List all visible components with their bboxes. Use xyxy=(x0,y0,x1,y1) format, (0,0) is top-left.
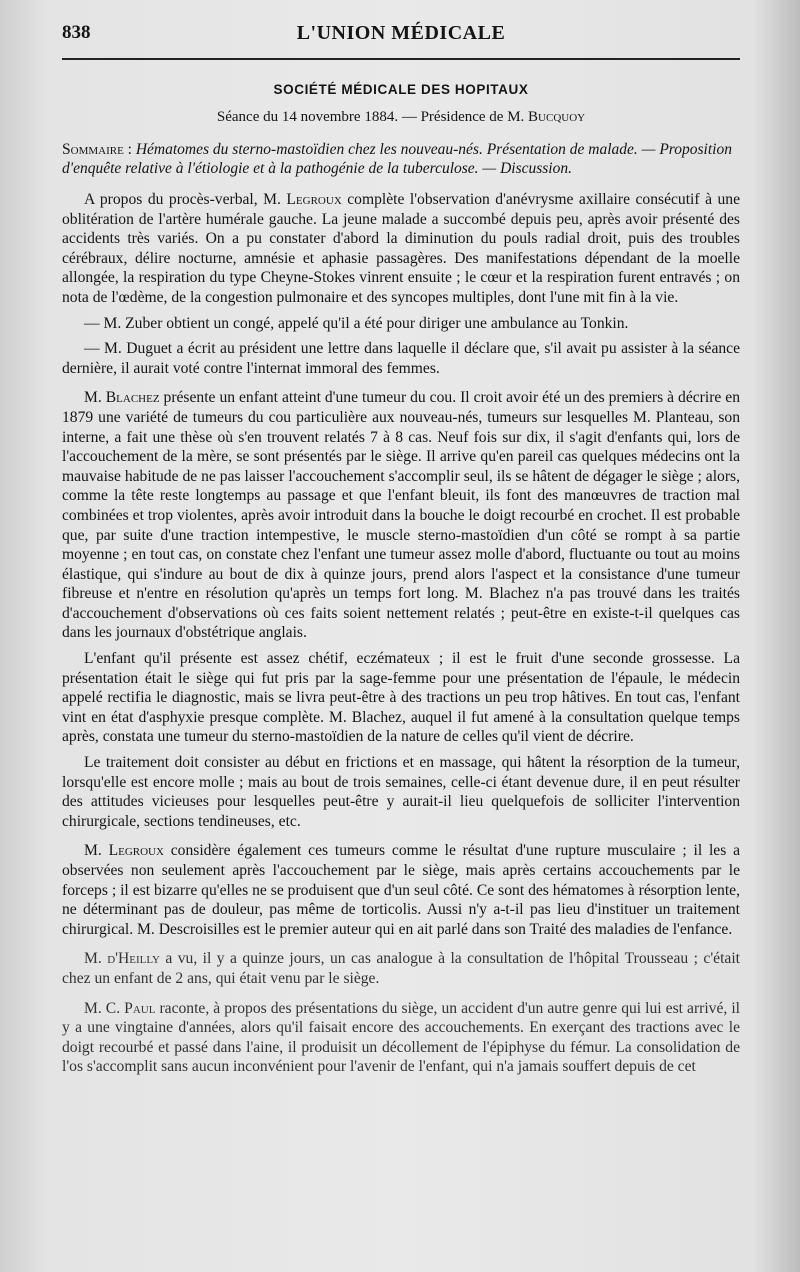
summary-label: Sommaire xyxy=(62,141,124,158)
page-header xyxy=(62,22,740,52)
section-title: SOCIÉTÉ MÉDICALE DES HOPITAUX xyxy=(273,82,529,97)
header-rule xyxy=(62,58,740,60)
paragraph: L'enfant qu'il présente est assez chétif, eczémateux ; il est le fruit d'une seconde grossesse. La présentation était le siège qui fut pris par la sage-femme pour une présentation de l'épaule, le médecin appelé rectifia le diagnostic, mais se livra peut-être à des tractions un peu trop hâtives. En tout cas, l'enfant vint en état d'asphyxie presque complète. M. Blachez, auquel il fut amené à la consultation quelque temps après, constata une tumeur du sterno-mastoïdien de la nature de celles qu'il vient de décrire. xyxy=(62,650,740,746)
paragraph: A propos du procès-verbal, M. Legroux complète l'observation d'anévrysme axillaire consécutif à une oblitération de l'artère humérale gauche. La jeune malade a succombé depuis peu, après avoir présenté des accidents très variés. On a pu constater d'abord la diminution du pouls radial droit, puis des troubles cérébraux, délire nocturne, amnésie et aphasie passagères. Des manifestations dépendant de la moelle allongée, la respiration du type Cheyne-Stokes vinrent ensuite ; le cœur et la respiration furent entravés ; on nota de l'œdème, de la congestion pulmonaire et des syncopes multiples, dont l'une mit fin à la vie. xyxy=(62,191,740,306)
paragraph: M. Blachez présente un enfant atteint d'une tumeur du cou. Il croit avoir été un des premiers à décrire en 1879 une variété de tumeurs du cou particulière aux nouveau-nés, tumeurs sur lesquelles M. Planteau, son interne, a fait une thèse où s'en trouvent relatés 7 à 8 cas. Neuf fois sur dix, il s'agit d'enfants qui, lors de l'accouchement de la mère, se sont présentés par le siège. Il arrive qu'en pareil cas quelques médecins ont la mauvaise habitude de ne pas laisser l'accouchement s'accomplir seul, ils se hâtent de dégager le siège ; alors, comme la tête reste longtemps au passage et que l'enfant bleuit, ils font des manœuvres de traction mal combinées et trop violentes, après avoir introduit dans la bouche le doigt recourbé en crochet. Il est probable que, par suite d'une traction intempestive, le muscle sterno-mastoïdien d'un côté se rompt à sa partie moyenne ; en tout cas, on constate chez l'enfant une tumeur assez molle d'abord, fluctuante ou tout au moins élastique, qui s'indure au bout de dix à quinze jours, prend alors l'aspect et la consistance d'une tumeur fibreuse et n'entre en résolution qu'après un temps fort long. M. Blachez n'a pas trouvé dans les traités d'accouchement d'observations où ces faits soient nettement relatés ; peut-être en existe-t-il quelques cas dans les journaux d'obstétrique anglais. xyxy=(62,389,740,642)
page-number: 838 xyxy=(62,22,91,43)
running-title: L'UNION MÉDICALE xyxy=(296,22,506,44)
paragraph: Le traitement doit consister au début en frictions et en massage, qui hâtent la résorption de la tumeur, lorsqu'elle est encore molle ; mais au bout de trois semaines, celle-ci étant devenue dure, il en peut résulter des attitudes vicieuses pour lesquelles peut-être y aurait-il lieu quelquefois de solliciter l'intervention chirurgicale, sections tendineuses, etc. xyxy=(62,754,740,830)
paragraph: — M. Zuber obtient un congé, appelé qu'il a été pour diriger une ambulance au Tonkin. xyxy=(84,314,629,332)
session-line: Séance du 14 novembre 1884. — Présidence de M. Bucquoy xyxy=(216,109,586,125)
paragraph: M. Legroux considère également ces tumeurs comme le résultat d'une rupture musculaire ; il les a observées non seulement après l'accouchement par le siège, mais après certains accouchements par le forceps ; il est bizarre qu'elles ne se produisent que d'un seul côté. Ce sont des hématomes à résorption lente, ne déterminant pas de douleur, pas même de torticolis. Aussi n'y a-t-il pas lieu d'instituer un traitement chirurgical. M. Descroisilles est le premier auteur qui en ait parlé dans son Traité des maladies de l'enfance. xyxy=(62,842,740,938)
paragraph: M. C. Paul raconte, à propos des présentations du siège, un accident d'un autre genre qui lui est arrivé, il y a une vingtaine d'années, alors qu'il faisait encore des accouchements. En exerçant des tractions avec le doigt recourbé et passé dans l'aine, il produisit un décollement de l'épiphyse du fémur. La consolidation de l'os s'accomplit sans aucun inconvénient pour l'avenir de l'enfant, qui n'a jamais souffert depuis de cet xyxy=(62,999,740,1076)
summary-text: Hématomes du sterno-mastoïdien chez les nouveau-nés. Présentation de malade. — Proposition d'enquête relative à l'étiologie et à la pathogénie de la tuberculose. — Discussion. xyxy=(62,141,732,177)
paragraph: M. d'Heilly a vu, il y a quinze jours, un cas analogue à la consultation de l'hôpital Trousseau ; c'était chez un enfant de 2 ans, qui était venu par le siège. xyxy=(62,950,740,987)
paragraph: — M. Duguet a écrit au président une lettre dans laquelle il déclare que, s'il avait pu assister à la séance dernière, il aurait voté contre l'internat immoral des femmes. xyxy=(62,340,740,377)
summary: Sommaire : Hématomes du sterno-mastoïdien chez les nouveau-nés. Présentation de malade. — Proposition d'enquête relative à l'étiologie et à la pathogénie de la tuberculose. — Discussion. xyxy=(62,141,732,177)
